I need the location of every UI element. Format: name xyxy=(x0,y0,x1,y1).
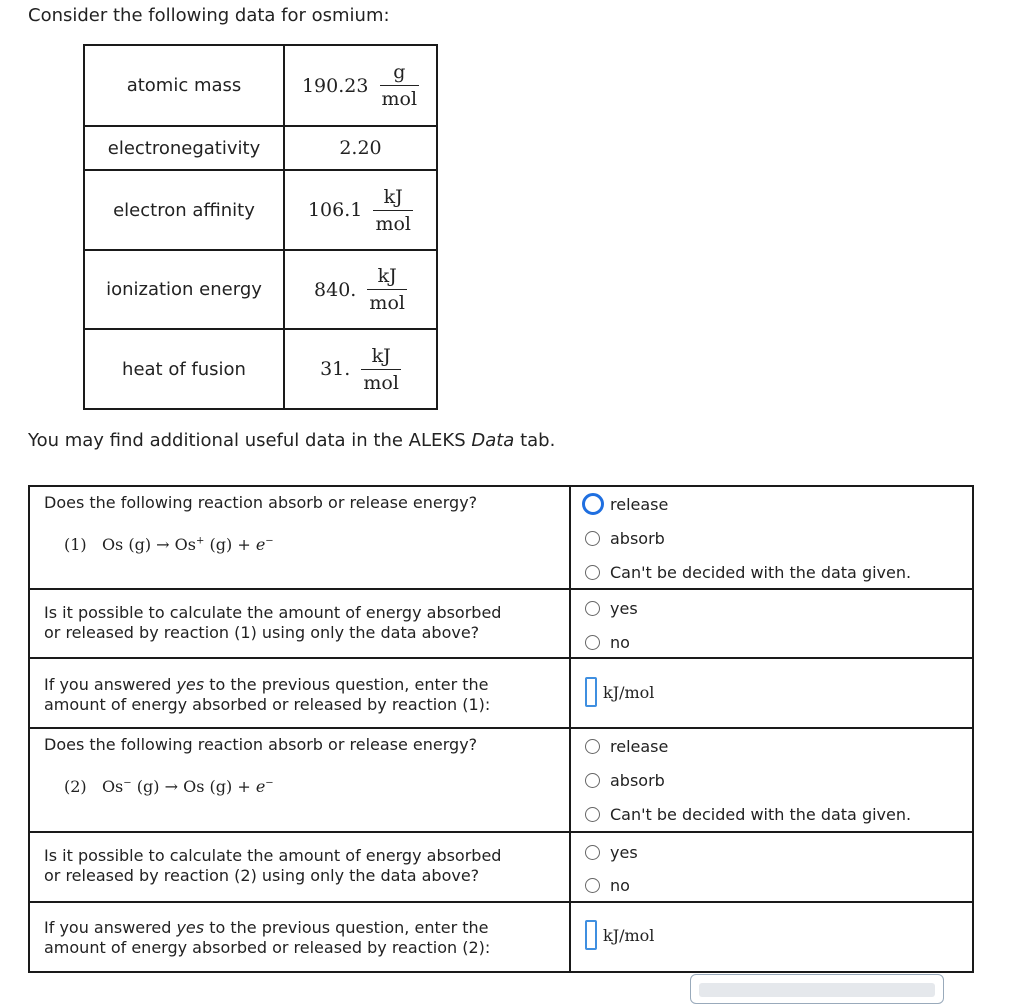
option-yes-1[interactable]: yes xyxy=(585,598,972,618)
option-yes-2[interactable]: yes xyxy=(585,842,972,862)
question-row-3: If you answered yes to the previous question, enter the amount of energy absorbed or released by reaction (1): kJ/mol xyxy=(29,658,973,728)
atomic-mass-label: atomic mass xyxy=(84,45,284,126)
ionization-energy-value: 840. xyxy=(314,278,357,301)
reaction-2: (2) Os− (g) → Os (g) + e− xyxy=(64,777,274,796)
row-heat-of-fusion xyxy=(84,329,437,409)
question-row-5: Is it possible to calculate the amount of energy absorbed or released by reaction (2) using only the data above? yes no xyxy=(29,832,973,902)
question-row-4 xyxy=(29,728,973,832)
electron-affinity-unit: $\frac{kJ}{\text{mol}}$ xyxy=(375,185,412,235)
radio-no-1[interactable] xyxy=(585,635,600,650)
row-electron-affinity xyxy=(84,170,437,250)
row-ionization-energy xyxy=(84,250,437,329)
option-absorb-1[interactable]: absorb xyxy=(585,528,972,548)
arrow-icon: → xyxy=(156,535,170,554)
ionization-energy-unit: $\frac{kJ}{\text{mol}}$ xyxy=(369,265,405,314)
radio-no-2[interactable] xyxy=(585,878,600,893)
radio-yes-1[interactable] xyxy=(585,601,600,616)
atomic-mass-value: 190.23 xyxy=(301,74,369,97)
radio-absorb-1[interactable] xyxy=(585,531,600,546)
radio-yes-2[interactable] xyxy=(585,845,600,860)
question-row-1 xyxy=(29,486,973,589)
heat-of-fusion-label: heat of fusion xyxy=(84,329,284,409)
option-release-2[interactable]: release xyxy=(585,736,972,756)
ionization-energy-label: ionization energy xyxy=(84,250,284,329)
unit-label-1: kJ/mol xyxy=(603,682,655,702)
option-no-1[interactable]: no xyxy=(585,632,972,652)
heat-of-fusion-unit: $\frac{kJ}{\text{mol}}$ xyxy=(363,344,399,394)
radio-absorb-2[interactable] xyxy=(585,773,600,788)
option-absorb-2[interactable]: absorb xyxy=(585,770,972,790)
question-4-text: Does the following reaction absorb or release energy? xyxy=(44,735,478,754)
energy-input-1[interactable] xyxy=(585,677,597,707)
radio-release-1[interactable] xyxy=(582,493,604,515)
option-cant-decide-1[interactable]: Can't be decided with the data given. xyxy=(585,562,972,582)
option-no-2[interactable]: no xyxy=(585,875,972,895)
aleks-data-note: You may find additional useful data in the ALEKS Data tab. xyxy=(28,430,556,451)
radio-cant-decide-1[interactable] xyxy=(585,565,600,580)
action-button[interactable] xyxy=(690,974,944,1004)
atomic-mass-unit: $\frac{g}{\text{mol}}$ xyxy=(381,61,418,110)
heat-of-fusion-value: 31. xyxy=(320,358,351,380)
arrow-icon: → xyxy=(164,777,178,796)
radio-cant-decide-2[interactable] xyxy=(585,807,600,822)
osmium-data-table xyxy=(83,44,438,410)
question-row-2: Is it possible to calculate the amount of energy absorbed or released by reaction (1) using only the data above? yes no xyxy=(29,589,973,658)
energy-input-2[interactable] xyxy=(585,920,597,950)
intro-text: Consider the following data for osmium: xyxy=(28,5,390,26)
unit-label-2: kJ/mol xyxy=(603,925,655,945)
question-row-6: If you answered yes to the previous question, enter the amount of energy absorbed or released by reaction (2): kJ/mol xyxy=(29,902,973,972)
question-table xyxy=(28,485,974,973)
question-1-text: Does the following reaction absorb or release energy? xyxy=(44,493,478,512)
radio-release-2[interactable] xyxy=(585,739,600,754)
electronegativity-label: electronegativity xyxy=(84,126,284,170)
option-release-1[interactable]: release xyxy=(585,494,972,514)
electron-affinity-label: electron affinity xyxy=(84,170,284,250)
reaction-1: (1) Os (g) → Os+ (g) + e− xyxy=(64,535,274,554)
row-atomic-mass xyxy=(84,45,437,126)
electronegativity-value: 2.20 xyxy=(339,137,382,159)
option-cant-decide-2[interactable]: Can't be decided with the data given. xyxy=(585,804,972,824)
row-electronegativity xyxy=(84,126,437,170)
electron-affinity-value: 106.1 xyxy=(307,199,363,221)
